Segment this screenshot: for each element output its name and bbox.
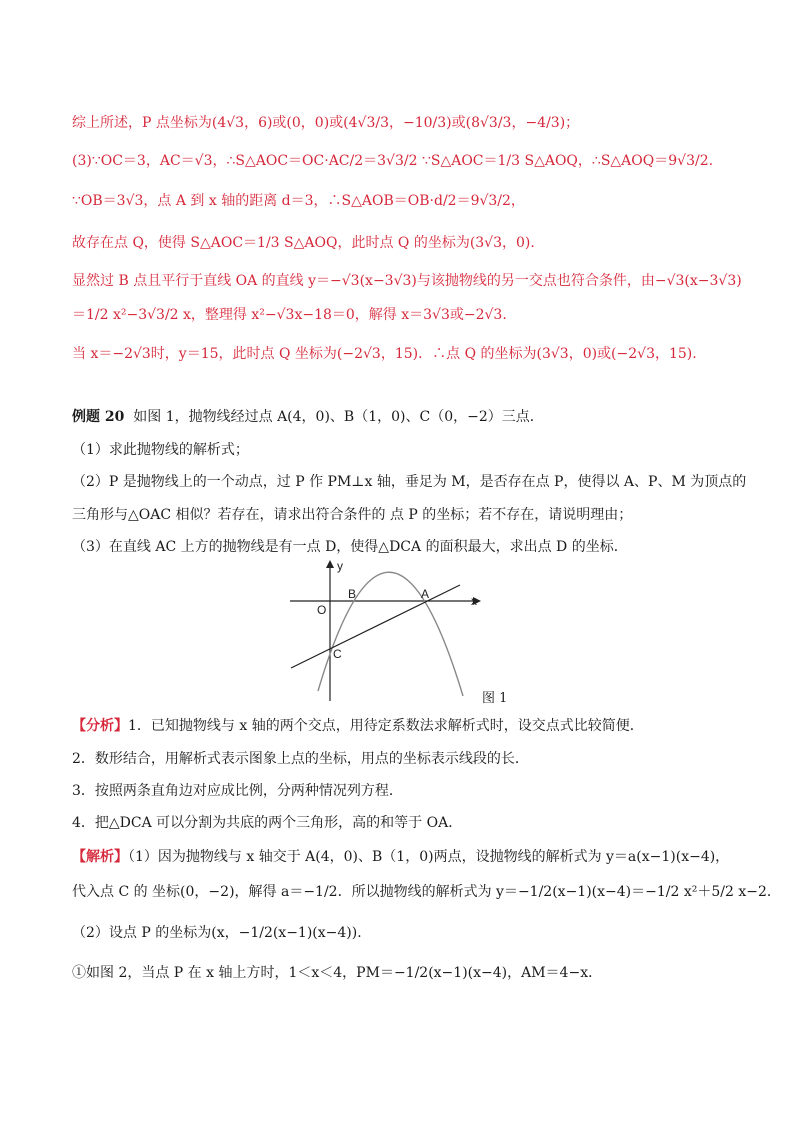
point-c-label: C: [333, 647, 342, 661]
question-3: （3）在直线 AC 上方的抛物线是有一点 D，使得△DCA 的面积最大，求出点 D 的坐标．: [72, 539, 628, 555]
parabola-curve: [318, 572, 463, 696]
point-a-label: A: [421, 587, 430, 601]
x-axis-label: x: [471, 594, 477, 608]
example-stem-line: [72, 408, 544, 426]
solution-prev-line-5: 显然过 B 点且平行于直线 OA 的直线 y＝−√3(x−3√3)与该抛物线的另一交点也符合条件，由−√3(x−3√3): [72, 273, 742, 289]
analysis-item-1: 1．已知抛物线与 x 轴的两个交点，用待定系数法求解析式时，设交点式比较简便．: [128, 718, 644, 734]
y-axis-arrow-icon: [326, 560, 334, 568]
question-2-line-2: 三角形与△OAC 相似？若存在，请求出符合条件的 点 P 的坐标；若不存在，请说明理由；: [72, 507, 633, 523]
solution-prev-line-1: 综上所述，P 点坐标为(4√3，6)或(0，0)或(4√3/3，−10/3)或(8√3/3，−4/3)；: [72, 115, 580, 131]
analysis-line-2: 2．数形结合，用解析式表示图象上点的坐标，用点的坐标表示线段的长．: [72, 751, 529, 767]
solution-tag: 【解析】: [72, 849, 128, 865]
y-axis-label: y: [337, 559, 343, 573]
solution-prev-line-7: 当 x＝−2√3时，y＝15，此时点 Q 坐标为(−2√3，15)．∴点 Q 的坐标为(3√3，0)或(−2√3，15).: [72, 346, 697, 362]
line-ac: [291, 585, 460, 668]
solution-prev-line-4: 故存在点 Q，使得 S△AOC＝1/3 S△AOQ，此时点 Q 的坐标为(3√3，0).: [72, 235, 535, 251]
figure-1-caption: 图 1: [482, 691, 508, 706]
question-1: （1）求此抛物线的解析式；: [72, 442, 249, 458]
solution-line-4: ①如图 2，当点 P 在 x 轴上方时，1＜x＜4，PM＝−1/2(x−1)(x−4)，AM＝4−x．: [72, 965, 603, 981]
question-2-line-1: （2）P 是抛物线上的一个动点，过 P 作 PM⊥x 轴，垂足为 M，是否存在点 P，使得以 A、P、M 为顶点的: [72, 474, 747, 490]
analysis-line-1: [72, 717, 644, 735]
analysis-line-4: 4．把△DCA 可以分割为共底的两个三角形，高的和等于 OA．: [72, 815, 463, 831]
analysis-line-3: 3．按照两条直角边对应成比例，分两种情况列方程．: [72, 783, 403, 799]
example-stem: 如图 1，抛物线经过点 A(4，0)、B（1，0)、C（0，−2）三点．: [133, 409, 544, 425]
point-b-label: B: [348, 587, 357, 601]
figure-1-diagram: [285, 556, 485, 706]
solution-prev-line-3: ∵OB＝3√3，点 A 到 x 轴的距离 d＝3，∴S△AOB＝OB·d/2＝9√3/2，: [72, 193, 525, 209]
solution-prev-line-2: (3)∵OC＝3，AC＝√3，∴S△AOC＝OC·AC/2＝3√3/2 ∵S△AOC＝1/3 S△AOQ，∴S△AOQ＝9√3/2.: [72, 153, 714, 169]
solution-prev-line-6: ＝1/2 x²−3√3/2 x，整理得 x²−√3x−18＝0，解得 x＝3√3或−2√3.: [72, 307, 507, 323]
example-label: 例题 20: [72, 409, 125, 425]
origin-label: O: [317, 603, 327, 617]
solution-line-2: 代入点 C 的 坐标(0，−2)，解得 a＝−1/2．所以抛物线的解析式为 y＝−1/2(x−1)(x−4)＝−1/2 x²＋5/2 x−2．: [72, 884, 781, 900]
solution-line-3: （2）设点 P 的坐标为(x，−1/2(x−1)(x−4))．: [72, 925, 372, 941]
solution-item-1: （1）因为抛物线与 x 轴交于 A(4，0)、B（1，0)两点，设抛物线的解析式为 y＝a(x−1)(x−4)，: [128, 849, 730, 865]
analysis-tag: 【分析】: [72, 718, 128, 734]
solution-line-1: [72, 848, 729, 866]
